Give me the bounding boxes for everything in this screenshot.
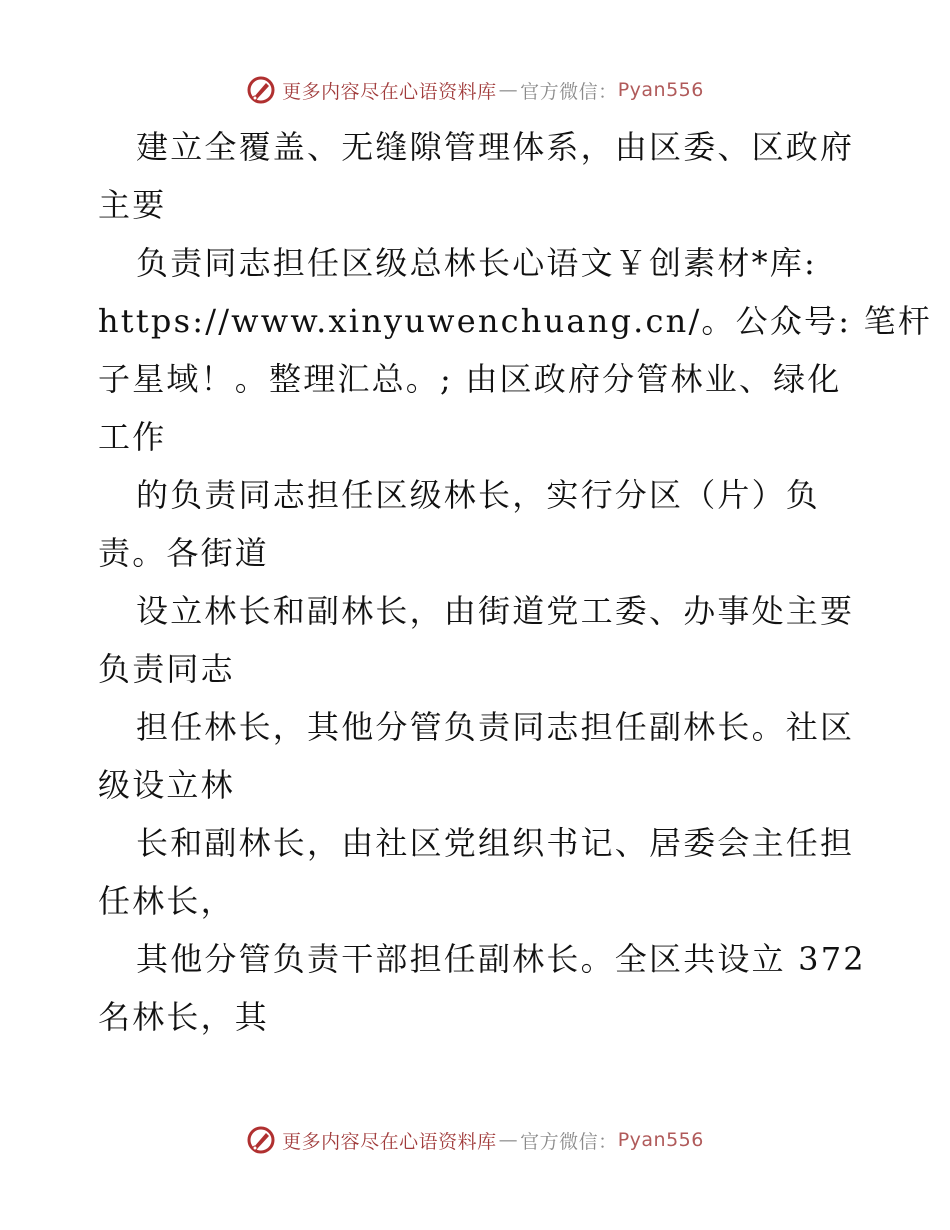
header-separator: —	[498, 79, 519, 101]
document-body	[98, 118, 932, 1046]
body-line: 负责同志担任区级总林长心语文￥创素材*库:	[136, 244, 817, 282]
body-line: 责。各街道	[98, 534, 270, 572]
body-line: 建立全覆盖、无缝隙管理体系，由区委、区政府	[136, 128, 855, 166]
body-line: 的负责同志担任区级林长，实行分区（片）负	[136, 476, 821, 514]
header-wechat-label: 官方微信：	[520, 80, 618, 103]
footer-separator: —	[498, 1129, 519, 1151]
body-line: 名林长，其	[98, 998, 270, 1036]
body-line: 主要	[98, 186, 167, 224]
footer-site-text: 更多内容尽在心语资料库	[282, 1130, 497, 1153]
body-line: 设立林长和副林长，由街道党工委、办事处主要	[136, 592, 855, 630]
body-line: 其他分管负责干部担任副林长。全区共设立 372	[136, 940, 866, 978]
header-watermark	[0, 70, 950, 110]
body-line: 任林长，	[98, 882, 235, 920]
body-line: 长和副林长，由社区党组织书记、居委会主任担	[136, 824, 855, 862]
body-line: https://www.xinyuwenchuang.cn/。公众号: 笔杆	[98, 302, 932, 340]
header-wechat-id: Pyan556	[617, 79, 704, 101]
body-line: 担任林长，其他分管负责同志担任副林长。社区	[136, 708, 855, 746]
footer-watermark	[0, 1120, 950, 1160]
pen-logo-icon	[246, 75, 276, 105]
body-line: 负责同志	[98, 650, 235, 688]
body-line: 工作	[98, 418, 167, 456]
body-line: 子星域！。整理汇总。; 由区政府分管林业、绿化	[98, 360, 842, 398]
header-site-text: 更多内容尽在心语资料库	[282, 80, 497, 103]
footer-wechat-label: 官方微信：	[520, 1130, 618, 1153]
body-line: 级设立林	[98, 766, 235, 804]
footer-wechat-id: Pyan556	[617, 1129, 704, 1151]
pen-logo-icon	[246, 1125, 276, 1155]
